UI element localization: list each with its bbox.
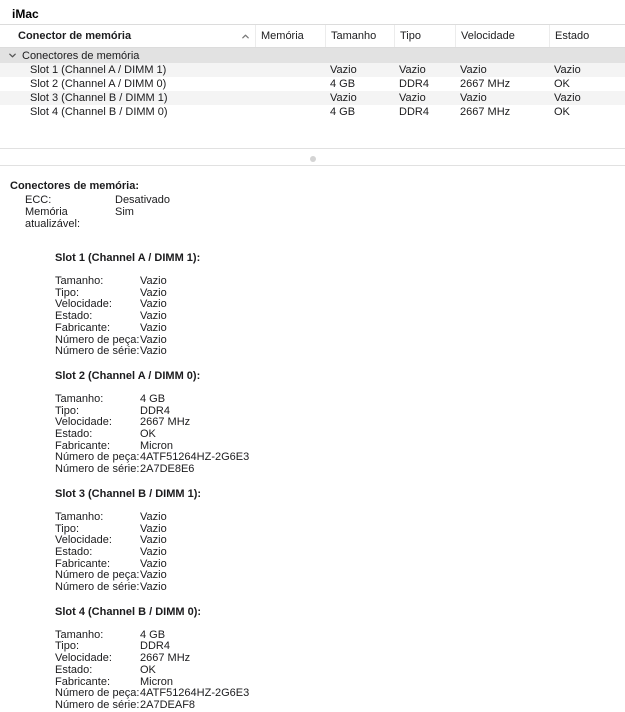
detail-row — [55, 512, 615, 524]
detail-label: Número de série: — [55, 345, 140, 358]
column-label-estado: Estado — [555, 30, 590, 42]
detail-value: DDR4 — [140, 640, 170, 653]
detail-row — [55, 394, 615, 406]
detail-value: Vazio — [140, 510, 167, 523]
detail-row — [55, 665, 615, 677]
detail-row — [55, 346, 615, 358]
cell-velocidade: 2667 MHz — [460, 78, 511, 90]
cell-tipo: Vazio — [399, 64, 426, 76]
group-label: Conectores de memória — [22, 49, 140, 62]
detail-label: Fabricante: — [55, 557, 111, 570]
cell-estado: Vazio — [554, 92, 581, 104]
detail-label: Velocidade: — [55, 652, 112, 665]
detail-value: 4ATF51264HZ-2G6E3 — [140, 451, 250, 464]
slot-section-2 — [55, 370, 615, 476]
slot-title: Slot 1 (Channel A / DIMM 1): — [55, 252, 201, 264]
detail-row — [55, 700, 615, 712]
detail-value: 2667 MHz — [140, 416, 191, 429]
detail-label: Tipo: — [55, 286, 80, 299]
details-pane — [0, 166, 625, 712]
detail-value: Desativado — [115, 194, 171, 206]
detail-label: Fabricante: — [55, 321, 111, 334]
cell-connector: Slot 4 (Channel B / DIMM 0) — [30, 106, 168, 118]
cell-connector: Slot 2 (Channel A / DIMM 0) — [30, 78, 167, 90]
detail-label: Velocidade: — [55, 298, 112, 311]
detail-value: Vazio — [140, 557, 167, 570]
detail-label: Fabricante: — [55, 675, 111, 688]
memory-table — [0, 48, 625, 119]
detail-value: Vazio — [140, 286, 167, 299]
table-header — [0, 24, 625, 48]
detail-value: 2A7DE8E6 — [140, 463, 195, 476]
cell-tipo: DDR4 — [399, 106, 429, 118]
detail-label: Tamanho: — [55, 392, 104, 405]
detail-value: Vazio — [140, 321, 167, 334]
detail-label: ECC: — [25, 194, 52, 206]
detail-value: Vazio — [140, 275, 167, 287]
detail-value: Vazio — [140, 534, 167, 547]
detail-row-ecc — [25, 194, 615, 206]
detail-label: Tamanho: — [55, 628, 104, 641]
detail-value: Vazio — [140, 545, 167, 558]
table-row-slot4[interactable] — [0, 105, 625, 119]
detail-label: Velocidade: — [55, 416, 112, 429]
detail-value: 4 GB — [140, 628, 166, 641]
detail-row — [55, 559, 615, 571]
detail-row — [55, 441, 615, 453]
detail-row — [55, 288, 615, 300]
cell-tamanho: Vazio — [330, 64, 357, 76]
detail-value: 2A7DEAF8 — [140, 698, 196, 711]
detail-label: Estado: — [55, 663, 93, 676]
detail-value: 4ATF51264HZ-2G6E3 — [140, 687, 250, 700]
detail-value: OK — [140, 663, 156, 676]
detail-label: Estado: — [55, 545, 93, 558]
detail-value: Vazio — [140, 310, 167, 323]
detail-value: Sim — [115, 206, 134, 218]
detail-label: Tipo: — [55, 640, 80, 653]
detail-value: Vazio — [140, 333, 167, 346]
detail-value: Micron — [140, 439, 174, 452]
detail-label: Número de série: — [55, 698, 140, 711]
slot-section-3 — [55, 488, 615, 594]
detail-label: Número de série: — [55, 581, 140, 594]
table-row-slot1[interactable] — [0, 63, 625, 77]
table-empty-area — [0, 119, 625, 148]
detail-row — [55, 641, 615, 653]
pane-splitter[interactable] — [0, 149, 625, 165]
header-cell-connector[interactable] — [0, 25, 255, 47]
slot-section-4 — [55, 606, 615, 712]
detail-label: Tamanho: — [55, 275, 104, 287]
device-title: iMac — [12, 7, 39, 21]
detail-label: Número de série: — [55, 463, 140, 476]
table-row-slot3[interactable] — [0, 91, 625, 105]
detail-row — [55, 311, 615, 323]
slot-section-1 — [55, 252, 615, 358]
detail-label: Número de peça: — [55, 569, 140, 582]
detail-label: Estado: — [55, 310, 93, 323]
detail-value: DDR4 — [140, 404, 170, 417]
cell-velocidade: Vazio — [460, 92, 487, 104]
detail-row — [55, 464, 615, 476]
column-label-tamanho: Tamanho — [331, 30, 377, 42]
details-title: Conectores de memória: — [10, 180, 139, 192]
detail-row — [55, 653, 615, 665]
cell-tipo: DDR4 — [399, 78, 429, 90]
cell-velocidade: 2667 MHz — [460, 106, 511, 118]
column-label-connector: Conector de memória — [18, 30, 132, 42]
detail-row — [55, 406, 615, 418]
cell-tamanho: Vazio — [330, 92, 357, 104]
detail-label: Memória atualizável: — [25, 206, 81, 230]
detail-label: Tipo: — [55, 404, 80, 417]
detail-value: 2667 MHz — [140, 652, 191, 665]
detail-value: Vazio — [140, 298, 167, 311]
header-cell-memoria[interactable] — [255, 25, 325, 47]
cell-estado: OK — [554, 78, 570, 90]
table-row-slot2[interactable] — [0, 77, 625, 91]
detail-row — [55, 630, 615, 642]
detail-value: 4 GB — [140, 392, 166, 405]
cell-connector: Slot 3 (Channel B / DIMM 1) — [30, 92, 168, 104]
detail-row — [55, 276, 615, 288]
detail-value: OK — [140, 428, 156, 441]
detail-row — [55, 429, 615, 441]
group-row-memory-connectors[interactable] — [0, 48, 625, 63]
detail-label: Fabricante: — [55, 439, 111, 452]
column-label-tipo: Tipo — [400, 30, 421, 42]
cell-estado: OK — [554, 106, 570, 118]
header-cell-velocidade[interactable] — [455, 25, 549, 47]
detail-label: Número de peça: — [55, 687, 140, 700]
sort-ascending-icon — [241, 32, 250, 41]
slot-title: Slot 4 (Channel B / DIMM 0): — [55, 605, 202, 618]
detail-row — [55, 547, 615, 559]
detail-value: Micron — [140, 675, 174, 688]
cell-tipo: Vazio — [399, 92, 426, 104]
detail-value: Vazio — [140, 581, 167, 594]
detail-value: Vazio — [140, 522, 167, 535]
slot-title: Slot 3 (Channel B / DIMM 1): — [55, 487, 202, 500]
detail-row — [55, 417, 615, 429]
header-cell-tamanho[interactable] — [325, 25, 394, 47]
detail-row — [55, 570, 615, 582]
cell-tamanho: 4 GB — [330, 106, 356, 118]
group-cell — [0, 50, 255, 62]
detail-row — [55, 452, 615, 464]
chevron-down-icon[interactable] — [8, 51, 17, 60]
detail-row — [55, 335, 615, 347]
detail-row — [55, 323, 615, 335]
detail-row — [55, 535, 615, 547]
column-label-velocidade: Velocidade — [461, 30, 515, 42]
detail-label: Tamanho: — [55, 510, 104, 523]
detail-label: Velocidade: — [55, 534, 112, 547]
detail-label: Estado: — [55, 428, 93, 441]
detail-row — [55, 677, 615, 689]
splitter-handle-icon[interactable] — [310, 156, 316, 162]
detail-row — [55, 688, 615, 700]
titlebar — [0, 0, 625, 24]
detail-row — [55, 582, 615, 594]
detail-label: Número de peça: — [55, 451, 140, 464]
header-cell-tipo[interactable] — [394, 25, 455, 47]
column-label-memoria: Memória — [261, 30, 304, 42]
detail-row — [55, 524, 615, 536]
detail-value: Vazio — [140, 345, 167, 358]
detail-label: Número de peça: — [55, 333, 140, 346]
cell-velocidade: Vazio — [460, 64, 487, 76]
detail-row-upgradable — [25, 206, 615, 230]
cell-estado: Vazio — [554, 64, 581, 76]
header-cell-estado[interactable] — [549, 25, 625, 47]
detail-value: Vazio — [140, 569, 167, 582]
cell-tamanho: 4 GB — [330, 78, 356, 90]
detail-row — [55, 299, 615, 311]
detail-label: Tipo: — [55, 522, 80, 535]
cell-connector: Slot 1 (Channel A / DIMM 1) — [30, 64, 167, 76]
slot-title: Slot 2 (Channel A / DIMM 0): — [55, 369, 201, 382]
